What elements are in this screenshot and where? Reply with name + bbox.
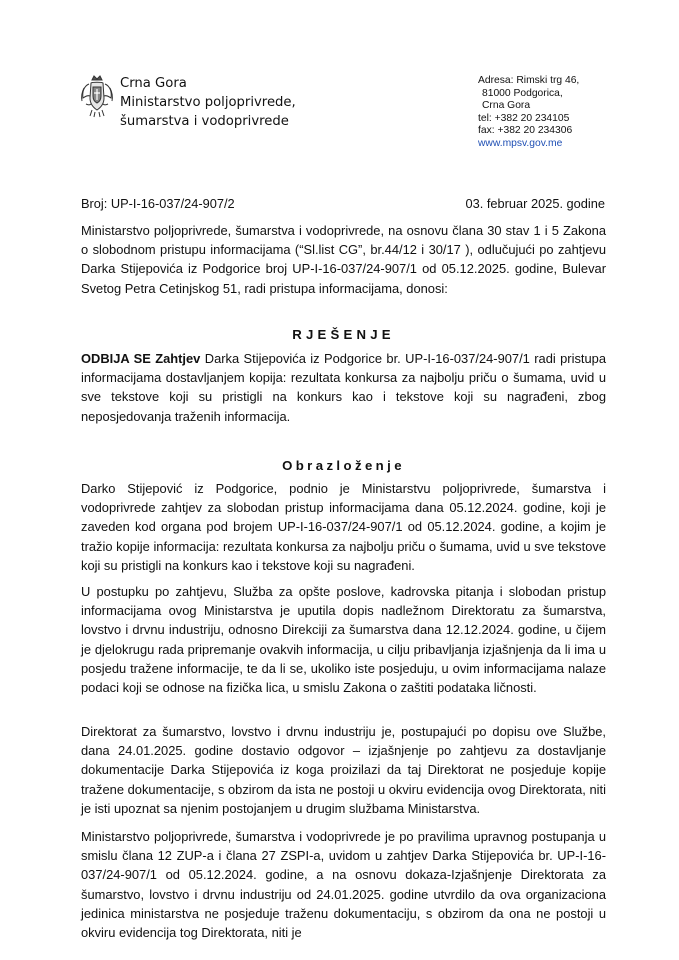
intro-section [81, 221, 606, 298]
reasoning-title: Obrazloženje [282, 458, 405, 473]
reasoning-section-3 [81, 722, 606, 818]
address-phone: tel: +382 20 234105 [478, 112, 570, 124]
intro-paragraph: Ministarstvo poljoprivrede, šumarstva i vodoprivrede, na osnovu člana 30 stav 1 i 5 Zakona o slobodnom pristupu informacijama (“Sl.list CG”, br.44/12 i 30/17 ), odlučujući po zahtjevu Darka Stijepovića iz Podgorice broj UP-I-16-037/24-907/1 od 05.12.2025. godine, Bulevar Svetog Petra Cetinjskog 51, radi pristupa informacijama, donosi: [81, 223, 606, 296]
document-date: 03. februar 2025. godine [465, 196, 605, 211]
website-link[interactable]: www.mpsv.gov.me [478, 137, 563, 149]
address-country: Crna Gora [482, 100, 531, 112]
ministry-line-name: Ministarstvo poljoprivrede, [120, 95, 296, 110]
address-fax: fax: +382 20 234306 [478, 125, 573, 137]
reasoning-section-2 [81, 582, 606, 697]
address-block [478, 75, 579, 151]
decision-section [81, 349, 606, 426]
reasoning-section-4 [81, 827, 606, 942]
ministry-line-country: Crna Gora [120, 76, 187, 91]
coat-of-arms-icon [80, 74, 114, 118]
decision-paragraph [81, 349, 606, 426]
address-city: 81000 Podgorica, [482, 87, 563, 99]
decision-title: RJEŠENJE [292, 327, 395, 342]
reasoning-paragraph-2: U postupku po zahtjevu, Služba za opšte poslove, kadrovska pitanja i slobodan pristup informacijama ovog Ministarstva je uputila dopis nadležnom Direktoratu za šumarstva, lovstvo i drvnu industriju, odnosno Direkciji za šumarstva dana 12.12.2024. godine, u čijem je djelokrugu rada pripremanje ovakvih informacija, u cilju pribavljanja izjašnjenja da li ima u posjedu tražene informacije, te da li se, ukoliko iste posjeduju, u ovim informacijama nalaze podaci koji se odnose na fizička lica, u smislu Zakona o zaštiti podataka ličnosti. [81, 584, 606, 696]
ministry-name [120, 74, 296, 131]
ministry-line-name-cont: šumarstva i vodoprivrede [120, 114, 289, 129]
reasoning-paragraph-3: Direktorat za šumarstvo, lovstvo i drvnu industriju je, postupajući po dopisu ove Službe, dana 24.01.2025. godine dostavio odgovor – izjašnjenje po zahtjevu za dostavljanje dokumentacije Darka Stijepovića iz koga proizilazi da taj Direktorat ne posjeduje kopije tražene dokumentacije, s obzirom da ista ne postoji u okviru evidencija ovog Direktorata, niti je isti upoznat sa njenim postojanjem u drugim službama Ministarstva. [81, 724, 606, 816]
address-street: Adresa: Rimski trg 46, [478, 75, 580, 86]
decision-text: Darka Stijepovića iz Podgorice br. UP-I-16-037/24-907/1 radi pristupa informacijama dostavljanjem kopija: rezultata konkursa za najbolju priču o šumama, uvid u sve tekstove koji su pristigli na konkurs kao i tekstove koji su nagrađeni, zbog neposjedovanja traženih informacija. [81, 351, 606, 424]
reasoning-paragraph-4: Ministarstvo poljoprivrede, šumarstva i vodoprivrede je po pravilima upravnog postupanja u smislu člana 12 ZUP-a i člana 27 ZSPI-a, uvidom u zahtjev Darka Stijepovića br. UP-I-16-037/24-907/1 od 05.12.2024. godine, a na osnovu dokaza-Izjašnjenje Direktorata za šumarstvo, lovstvo i drvnu industriju od 24.01.2025. godine utvrdilo da ova organizaciona jedinica ministarstva ne posjeduje traženu dokumentaciju, s obzirom da ona ne postoji u okviru evidencija tog Direktorata, niti je [81, 829, 606, 941]
reasoning-paragraph-1: Darko Stijepović iz Podgorice, podnio je Ministarstvu poljoprivrede, šumarstva i vodoprivrede zahtjev za slobodan pristup informacijama dana 05.12.2024. godine, koji je zaveden kod organa pod brojem UP-I-16-037/24-907/1 od 05.12.2024. godine, a kojim je tražio kopije informacija: rezultata konkursa za najbolju priču o šumama, uvid u sve tekstove koji su pristigli na konkurs kao i tekstove koji su nagrađeni. [81, 481, 606, 573]
decision-lead: ODBIJA SE Zahtjev [81, 351, 201, 366]
reasoning-section [81, 479, 606, 575]
reference-number: Broj: UP-I-16-037/24-907/2 [81, 196, 235, 211]
